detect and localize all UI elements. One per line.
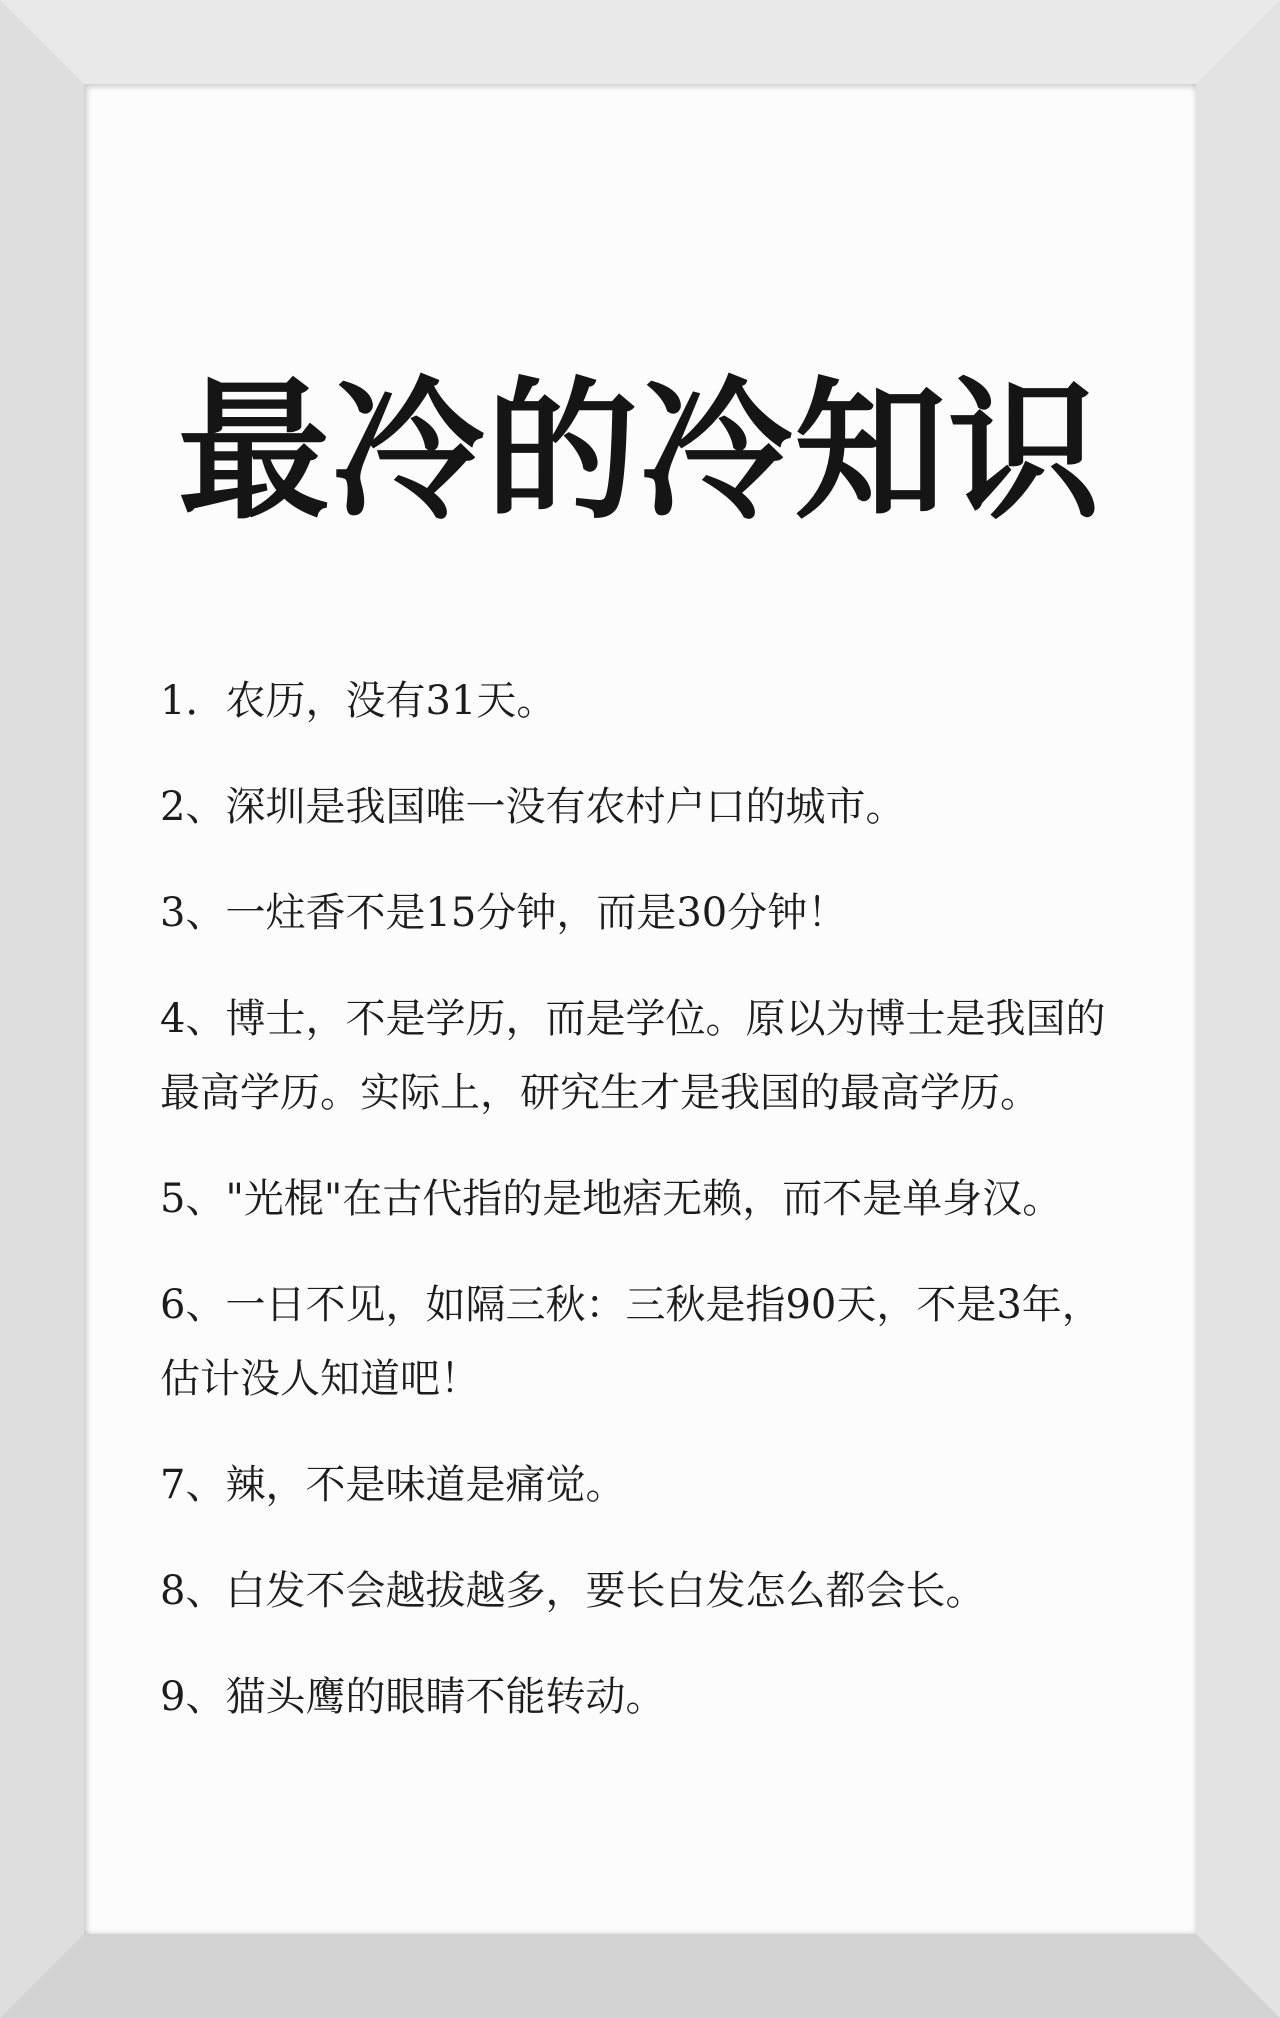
fact-item-4: 4、博士，不是学历，而是学位。原以为博士是我国的最高学历。实际上，研究生才是我国的最高学历。 xyxy=(160,996,1106,1116)
fact-item-2: 2、深圳是我国唯一没有农村户口的城市。 xyxy=(160,784,906,830)
fact-item-8: 8、白发不会越拔越多，要长白发怎么都会长。 xyxy=(160,1568,986,1614)
poster-card xyxy=(84,84,1196,1934)
fact-item-9: 9、猫头鹰的眼睛不能转动。 xyxy=(160,1674,666,1720)
fact-item-1: 1．农历，没有31天。 xyxy=(160,678,557,724)
fact-item-7: 7、辣，不是味道是痛觉。 xyxy=(160,1462,626,1508)
fact-item-5: 5、"光棍"在古代指的是地痞无赖，而不是单身汉。 xyxy=(160,1176,1063,1222)
fact-list xyxy=(160,664,1126,1766)
fact-item-6: 6、一日不见，如隔三秋：三秋是指90天，不是3年，估计没人知道吧！ xyxy=(160,1282,1102,1402)
fact-item-3: 3、一炷香不是15分钟，而是30分钟！ xyxy=(160,890,848,936)
poster-title: 最冷的冷知识 xyxy=(178,361,1102,540)
